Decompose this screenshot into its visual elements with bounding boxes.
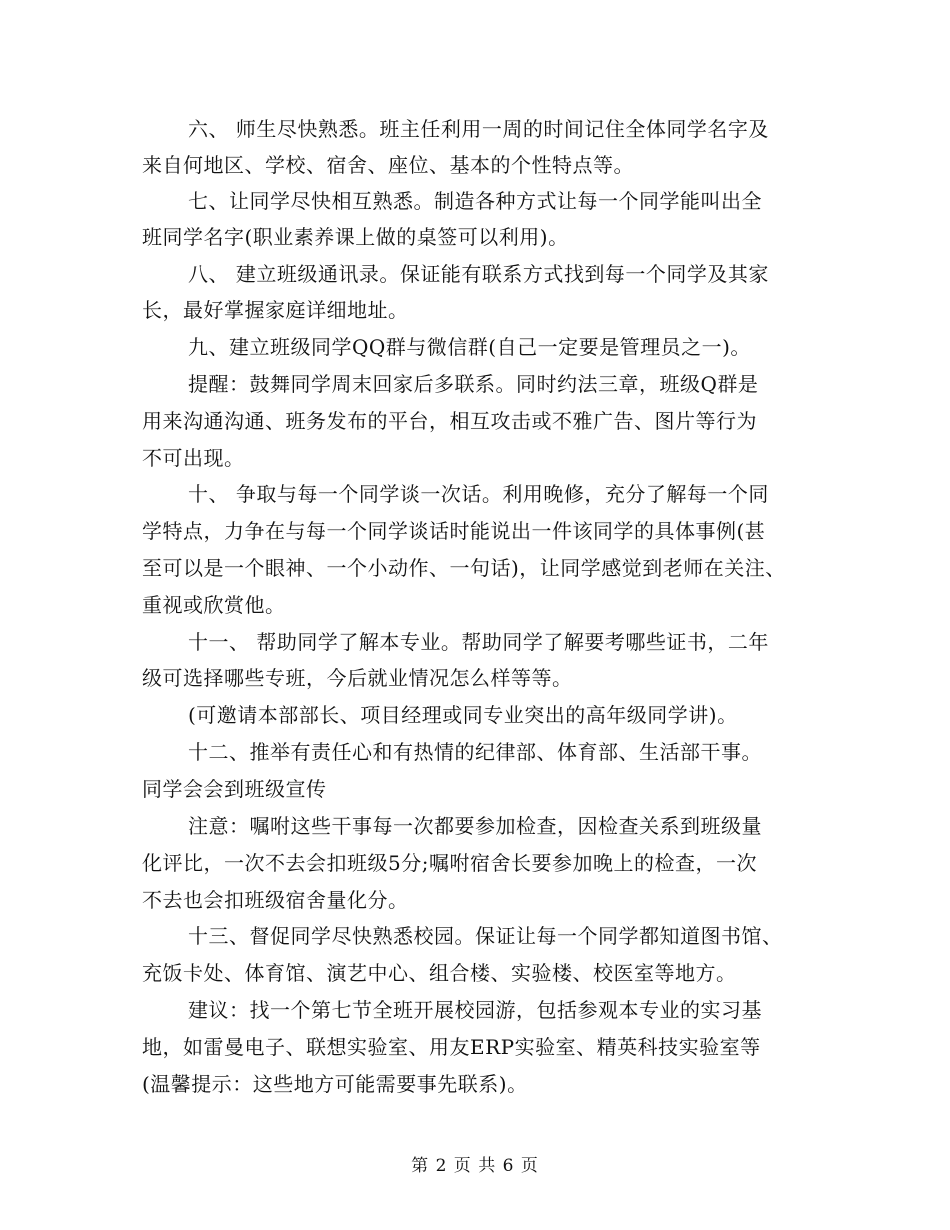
- paragraph-line: 重视或欣赏他。: [142, 593, 286, 617]
- paragraph-line: (温馨提示：这些地方可能需要事先联系)。: [142, 1072, 528, 1096]
- paragraph-line: 来自何地区、学校、宿舍、座位、基本的个性特点等。: [142, 153, 634, 177]
- paragraph-line: 化评比，一次不去会扣班级5分;嘱咐宿舍长要参加晚上的检查，一次: [142, 851, 757, 875]
- paragraph-line: 注意：嘱咐这些干事每一次都要参加检查，因检查关系到班级量: [188, 814, 762, 838]
- paragraph-line: 六、 师生尽快熟悉。班主任利用一周的时间记住全体同学名字及: [188, 117, 769, 141]
- paragraph-line: 提醒：鼓舞同学周末回家后多联系。同时约法三章，班级Q群是: [188, 372, 759, 396]
- paragraph-line: 建议：找一个第七节全班开展校园游，包括参观本专业的实习基: [188, 998, 762, 1022]
- paragraph-line: 用来沟通沟通、班务发布的平台，相互攻击或不雅广告、图片等行为: [142, 409, 757, 433]
- paragraph-line: 地，如雷曼电子、联想实验室、用友ERP实验室、精英科技实验室等: [142, 1035, 761, 1059]
- paragraph-line: 长，最好掌握家庭详细地址。: [142, 298, 409, 322]
- paragraph-line: 十二、推举有责任心和有热情的纪律部、体育部、生活部干事。: [188, 740, 762, 764]
- paragraph-line: 至可以是一个眼神、一个小动作、一句话)，让同学感觉到老师在关注、: [142, 556, 786, 580]
- paragraph-line: 班同学名字(职业素养课上做的桌签可以利用)。: [142, 225, 569, 249]
- page-number-footer: 第 2 页 共 6 页: [411, 1156, 539, 1176]
- paragraph-line: 七、让同学尽快相互熟悉。制造各种方式让每一个同学能叫出全: [188, 189, 762, 213]
- paragraph-line: 十、 争取与每一个同学谈一次话。利用晚修，充分了解每一个同: [188, 482, 769, 506]
- paragraph-line: 学特点，力争在与每一个同学谈话时能说出一件该同学的具体事例(甚: [142, 519, 766, 543]
- paragraph-line: (可邀请本部部长、项目经理或同专业突出的高年级同学讲)。: [188, 703, 738, 727]
- paragraph-line: 十一、 帮助同学了解本专业。帮助同学了解要考哪些证书，二年: [188, 630, 769, 654]
- paragraph-line: 充饭卡处、体育馆、演艺中心、组合楼、实验楼、校医室等地方。: [142, 961, 737, 985]
- paragraph-line: 八、 建立班级通讯录。保证能有联系方式找到每一个同学及其家: [188, 262, 769, 286]
- paragraph-line: 不去也会扣班级宿舍量化分。: [142, 888, 409, 912]
- paragraph-line: 不可出现。: [142, 446, 245, 470]
- paragraph-line: 十三、督促同学尽快熟悉校园。保证让每一个同学都知道图书馆、: [188, 924, 783, 948]
- paragraph-line: 级可选择哪些专班，今后就业情况怎么样等等。: [142, 666, 573, 690]
- paragraph-line: 同学会会到班级宣传: [142, 777, 327, 801]
- paragraph-line: 九、建立班级同学QQ群与微信群(自己一定要是管理员之一)。: [188, 335, 751, 359]
